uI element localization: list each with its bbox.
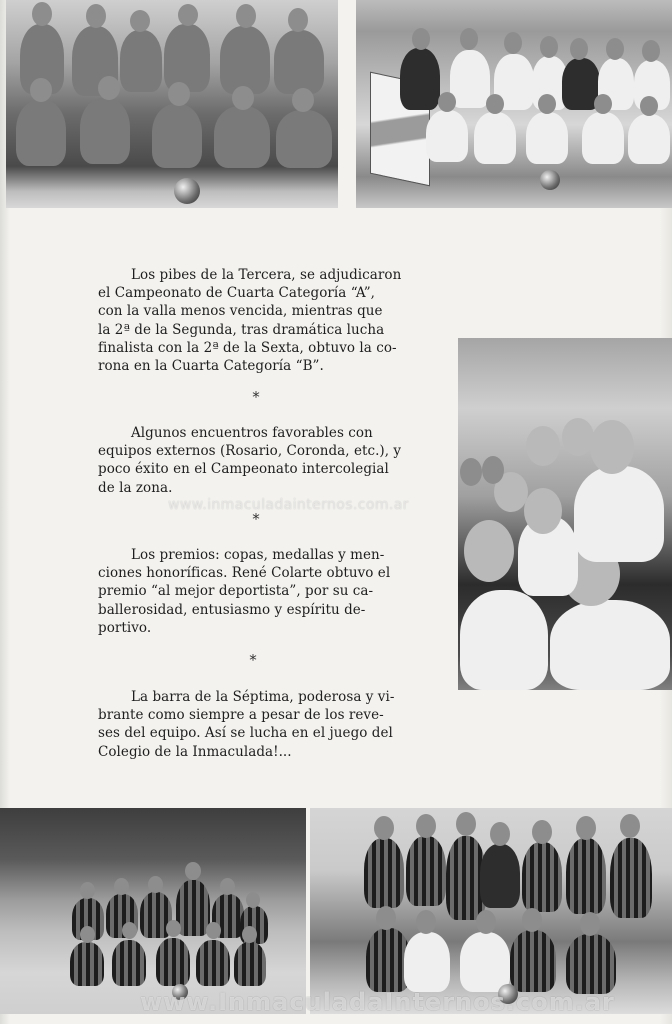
player-head xyxy=(80,926,95,943)
player-figure xyxy=(404,932,450,992)
player-head xyxy=(80,882,95,899)
player-figure xyxy=(274,30,324,94)
boy-figure xyxy=(574,466,664,562)
player-figure xyxy=(276,110,332,168)
paragraph-line: con la valla menos vencida, mientras que xyxy=(98,303,383,320)
player-figure xyxy=(156,938,190,986)
player-figure xyxy=(582,112,624,164)
player-head xyxy=(460,28,478,50)
paragraph-line: finalista con la 2ª de la Sexta, obtuvo la co- xyxy=(98,339,397,356)
player-head xyxy=(476,910,496,934)
player-head xyxy=(642,40,660,62)
player-figure xyxy=(234,942,266,986)
paragraph-line: el Campeonato de Cuarta Categoría “A”, xyxy=(98,285,376,302)
paragraph-line: poco éxito en el Campeonato intercolegial xyxy=(98,461,389,478)
player-head xyxy=(374,816,394,840)
boy-head xyxy=(524,488,562,534)
player-figure xyxy=(480,844,520,908)
player-head xyxy=(640,96,658,116)
paragraph-septima-fans xyxy=(98,688,411,761)
player-figure xyxy=(80,98,130,164)
player-head xyxy=(148,876,163,893)
section-separator: * xyxy=(252,510,260,528)
player-head xyxy=(532,820,552,844)
paragraph-external-matches xyxy=(98,424,411,497)
football xyxy=(174,178,200,204)
boy-head xyxy=(460,458,482,486)
boy-head xyxy=(590,420,634,474)
player-head xyxy=(166,920,181,937)
player-head xyxy=(416,910,436,934)
player-head xyxy=(288,8,308,32)
player-figure xyxy=(176,880,210,936)
paragraph-line: equipos externos (Rosario, Coronda, etc.), y xyxy=(98,443,402,460)
section-separator: * xyxy=(252,388,260,406)
player-figure xyxy=(16,100,66,166)
player-head xyxy=(114,878,129,895)
player-head xyxy=(292,88,314,112)
player-head xyxy=(98,76,120,100)
player-figure xyxy=(474,112,516,164)
cheering-crowd-photo xyxy=(458,338,672,690)
player-figure xyxy=(426,110,468,162)
player-head xyxy=(86,4,106,28)
paragraph-line: portivo. xyxy=(98,619,152,636)
paragraph-prizes xyxy=(98,546,411,637)
player-head xyxy=(490,822,510,846)
player-head xyxy=(206,922,221,939)
player-head xyxy=(232,86,254,110)
boy-figure xyxy=(550,600,670,690)
player-head xyxy=(580,912,600,936)
player-head xyxy=(620,814,640,838)
player-figure xyxy=(522,842,562,912)
player-figure xyxy=(450,50,490,108)
team-photo-top-right xyxy=(356,0,672,208)
player-figure xyxy=(400,48,440,110)
team-photo-bottom-left xyxy=(0,808,306,1014)
player-head xyxy=(185,862,201,880)
player-figure xyxy=(220,26,270,94)
team-photo-bottom-right xyxy=(310,808,672,1014)
boy-head xyxy=(562,418,594,456)
paragraph-line: de la zona. xyxy=(98,479,173,496)
player-figure xyxy=(364,838,404,908)
boy-head xyxy=(464,520,514,582)
website-watermark: www.inmaculadainternos.com.ar xyxy=(168,497,409,513)
player-head xyxy=(576,816,596,840)
player-figure xyxy=(526,112,568,164)
paragraph-line: la 2ª de la Segunda, tras dramática lucha xyxy=(98,321,385,338)
player-figure xyxy=(214,106,270,168)
boy-figure xyxy=(460,590,548,690)
paragraph-line: ballerosidad, entusiasmo y espíritu de- xyxy=(98,601,366,618)
player-head xyxy=(438,92,456,112)
player-head xyxy=(540,36,558,58)
player-head xyxy=(246,892,260,908)
player-head xyxy=(130,10,150,32)
player-head xyxy=(606,38,624,60)
player-head xyxy=(412,28,430,50)
player-head xyxy=(456,812,476,836)
player-figure xyxy=(406,836,446,906)
player-head xyxy=(376,906,396,930)
paragraph-tercera-championship xyxy=(98,266,411,375)
player-figure xyxy=(566,838,606,914)
player-figure xyxy=(164,24,210,92)
player-head xyxy=(538,94,556,114)
player-figure xyxy=(112,940,146,986)
player-head xyxy=(30,78,52,102)
football xyxy=(540,170,560,190)
player-figure xyxy=(628,114,670,164)
player-head xyxy=(594,94,612,114)
paragraph-line: ciones honoríficas. René Colarte obtuvo el xyxy=(98,565,391,582)
paragraph-line: Los pibes de la Tercera, se adjudicaron xyxy=(131,267,402,283)
player-figure xyxy=(196,940,230,986)
player-head xyxy=(486,94,504,114)
player-head xyxy=(122,922,137,939)
player-head xyxy=(178,4,198,26)
football xyxy=(498,984,518,1004)
football xyxy=(172,984,188,1000)
team-photo-top-left xyxy=(6,0,338,208)
player-head xyxy=(522,908,542,932)
player-figure xyxy=(460,932,510,992)
player-figure xyxy=(510,930,556,992)
player-head xyxy=(570,38,588,60)
paragraph-line: La barra de la Séptima, poderosa y vi- xyxy=(131,689,395,705)
player-head xyxy=(32,2,52,26)
website-watermark: www.InmaculadaInternos.com.ar xyxy=(140,988,615,1016)
paragraph-line: rona en la Cuarta Categoría “B”. xyxy=(98,358,324,375)
player-figure xyxy=(120,30,162,92)
paragraph-line: brante como siempre a pesar de los reve- xyxy=(98,707,384,724)
player-head xyxy=(416,814,436,838)
paragraph-line: Algunos encuentros favorables con xyxy=(131,425,373,441)
boy-head xyxy=(482,456,504,484)
player-head xyxy=(242,926,257,943)
player-figure xyxy=(566,934,616,994)
paragraph-line: premio “al mejor deportista”, por su ca- xyxy=(98,583,374,600)
player-figure xyxy=(152,104,202,168)
boy-head xyxy=(526,426,560,466)
paragraph-line: Colegio de la Inmaculada!... xyxy=(98,743,292,760)
player-head xyxy=(168,82,190,106)
player-figure xyxy=(70,942,104,986)
paragraph-line: Los premios: copas, medallas y men- xyxy=(131,547,385,563)
player-head xyxy=(236,4,256,28)
paragraph-line: ses del equipo. Así se lucha en el juego del xyxy=(98,725,393,742)
player-head xyxy=(220,878,235,895)
player-figure xyxy=(610,838,652,918)
section-separator: * xyxy=(249,651,257,669)
player-head xyxy=(504,32,522,54)
